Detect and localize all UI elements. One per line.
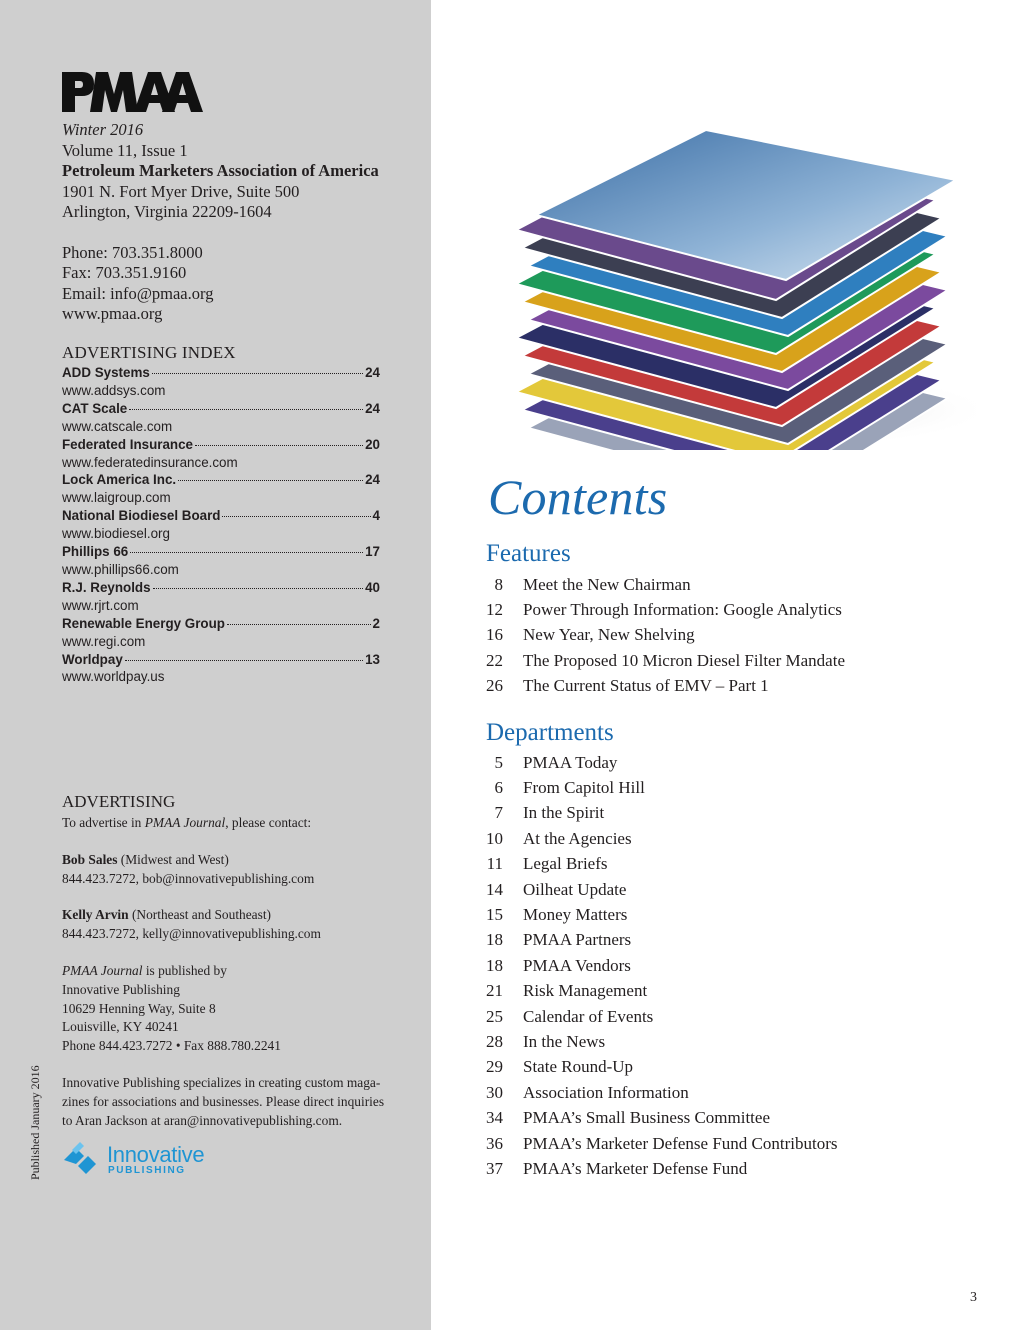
leader-dots <box>125 660 363 661</box>
publisher-line: PMAA Journal is published by <box>62 962 227 978</box>
advertising-index <box>62 364 380 686</box>
toc-title: PMAA’s Marketer Defense Fund <box>523 1158 748 1178</box>
toc-entry[interactable] <box>480 1156 900 1181</box>
toc-page-number: 5 <box>494 752 503 772</box>
toc-page-number: 15 <box>486 905 503 925</box>
advertiser-name: CAT Scale <box>62 400 128 416</box>
custom-line2: zines for associations and businesses. Please direct inquiries <box>62 1093 385 1109</box>
toc-page-number: 21 <box>486 981 503 1001</box>
advertising-body <box>62 814 422 1130</box>
toc-entry[interactable] <box>480 648 900 673</box>
toc-entry[interactable] <box>480 826 900 851</box>
advertiser-name: Worldpay <box>62 651 123 667</box>
leader-dots <box>152 373 363 374</box>
custom-line3: to Aran Jackson at aran@innovativepublishing.com. <box>62 1112 343 1128</box>
toc-title: The Proposed 10 Micron Diesel Filter Mandate <box>523 650 845 670</box>
toc-page-number: 25 <box>486 1006 503 1026</box>
toc-entry[interactable] <box>480 928 900 953</box>
features-title: Features <box>486 540 571 567</box>
toc-entry[interactable] <box>480 877 900 902</box>
advertiser-url[interactable]: www.federatedinsurance.com <box>62 454 238 470</box>
advertiser-url[interactable]: www.rjrt.com <box>62 597 139 613</box>
leader-dots <box>227 624 371 625</box>
toc-entry[interactable] <box>480 674 900 699</box>
toc-entry[interactable] <box>480 1004 900 1029</box>
leader-dots <box>195 445 363 446</box>
ad-index-row <box>62 364 380 382</box>
innovative-logo-sub: PUBLISHING <box>108 1165 186 1176</box>
contact-bob: Bob Sales (Midwest and West) <box>62 851 229 867</box>
advertising-intro: To advertise in PMAA Journal, please contact: <box>62 815 312 830</box>
toc-title: The Current Status of EMV – Part 1 <box>523 676 769 696</box>
toc-entry[interactable] <box>480 1131 900 1156</box>
advertiser-page: 40 <box>365 579 380 595</box>
advertiser-name: Phillips 66 <box>62 544 129 560</box>
ad-index-row <box>62 543 380 561</box>
toc-title: PMAA Partners <box>523 930 632 950</box>
toc-title: Money Matters <box>523 905 628 925</box>
sidebar <box>0 0 431 1330</box>
toc-title: PMAA Today <box>523 752 618 772</box>
ad-index-row <box>62 436 380 454</box>
toc-title: Meet the New Chairman <box>523 574 691 594</box>
toc-title: Power Through Information: Google Analytics <box>523 600 842 620</box>
toc-entry[interactable] <box>480 572 900 597</box>
toc-entry[interactable] <box>480 1029 900 1054</box>
toc-page-number: 26 <box>486 676 503 696</box>
toc-entry[interactable] <box>480 775 900 800</box>
published-note: Published January 2016 <box>28 1065 42 1180</box>
advertiser-page: 4 <box>372 508 380 524</box>
advertiser-url[interactable]: www.addsys.com <box>62 382 166 398</box>
advertiser-url[interactable]: www.catscale.com <box>62 418 173 434</box>
contact-bob-details: 844.423.7272, bob@innovativepublishing.com <box>62 870 315 886</box>
ad-index-row <box>62 651 380 669</box>
toc-title: Legal Briefs <box>523 854 608 874</box>
toc-page-number: 30 <box>486 1082 503 1102</box>
address-line2: Arlington, Virginia 22209-1604 <box>62 202 272 221</box>
toc-entry[interactable] <box>480 1080 900 1105</box>
toc-entry[interactable] <box>480 979 900 1004</box>
advertiser-name: ADD Systems <box>62 365 150 380</box>
contact-kelly-details: 844.423.7272, kelly@innovativepublishing.com <box>62 926 321 942</box>
toc-page-number: 34 <box>486 1108 503 1128</box>
toc-title: Risk Management <box>523 981 648 1001</box>
advertiser-name: Renewable Energy Group <box>62 615 225 631</box>
advertiser-url[interactable]: www.worldpay.us <box>62 669 165 685</box>
toc-title: New Year, New Shelving <box>523 625 695 645</box>
toc-title: At the Agencies <box>523 828 632 848</box>
advertiser-page: 20 <box>365 436 380 452</box>
advertiser-name: National Biodiesel Board <box>62 508 221 524</box>
toc-page-number: 29 <box>486 1057 503 1077</box>
publisher-address2: Louisville, KY 40241 <box>62 1019 179 1035</box>
toc-entry[interactable] <box>480 1055 900 1080</box>
toc-page-number: 8 <box>494 574 503 594</box>
toc-title: In the Spirit <box>523 803 605 823</box>
publisher-address1: 10629 Henning Way, Suite 8 <box>62 1000 216 1016</box>
toc-page-number: 28 <box>486 1031 503 1051</box>
advertiser-url[interactable]: www.laigroup.com <box>62 490 171 506</box>
phone: Phone: 703.351.8000 <box>62 242 203 262</box>
toc-title: Calendar of Events <box>523 1006 654 1026</box>
fax: Fax: 703.351.9160 <box>62 263 187 282</box>
toc-entry[interactable] <box>480 750 900 775</box>
advertiser-url[interactable]: www.phillips66.com <box>62 561 179 577</box>
departments-title: Departments <box>486 719 614 746</box>
leader-dots <box>153 588 364 589</box>
ad-index-row <box>62 471 380 489</box>
leader-dots <box>129 409 363 410</box>
toc-page-number: 11 <box>486 854 503 874</box>
toc-title: In the News <box>523 1031 606 1051</box>
toc-title: PMAA’s Marketer Defense Fund Contributors <box>523 1133 838 1153</box>
ad-index-row <box>62 579 380 597</box>
credit-cards-image <box>456 120 976 450</box>
contents-title: Contents <box>488 469 668 525</box>
ad-index-row <box>62 507 380 525</box>
address-line1: 1901 N. Fort Myer Drive, Suite 500 <box>62 181 300 201</box>
page-number: 3 <box>970 1290 977 1305</box>
issue-date: Winter 2016 <box>62 120 144 139</box>
toc-page-number: 18 <box>486 955 503 975</box>
leader-dots <box>130 552 363 553</box>
advertising-index-title: ADVERTISING INDEX <box>62 343 236 362</box>
departments-list <box>480 750 900 1182</box>
advertiser-page: 24 <box>365 365 380 380</box>
advertising-title: ADVERTISING <box>62 792 176 811</box>
email: Email: info@pmaa.org <box>62 283 214 303</box>
toc-title: PMAA’s Small Business Committee <box>523 1108 770 1128</box>
advertiser-name: R.J. Reynolds <box>62 579 151 595</box>
toc-entry[interactable] <box>480 801 900 826</box>
custom-line1: Innovative Publishing specializes in creating custom maga- <box>62 1074 381 1090</box>
toc-page-number: 10 <box>486 828 503 848</box>
toc-page-number: 12 <box>486 600 503 620</box>
ad-index-row <box>62 400 380 418</box>
website: www.pmaa.org <box>62 304 163 323</box>
advertiser-page: 24 <box>365 400 380 416</box>
advertiser-name: Lock America Inc. <box>62 472 177 488</box>
toc-page-number: 37 <box>486 1158 503 1178</box>
publisher-name: Innovative Publishing <box>62 981 180 997</box>
masthead <box>62 120 422 325</box>
leader-dots <box>178 480 363 481</box>
volume: Volume 11, Issue 1 <box>62 140 188 160</box>
toc-page-number: 16 <box>486 625 503 645</box>
advertiser-url[interactable]: www.regi.com <box>62 633 146 649</box>
toc-title: From Capitol Hill <box>523 778 645 798</box>
features-list <box>480 572 900 699</box>
toc-entry[interactable] <box>480 597 900 622</box>
leader-dots <box>222 516 370 517</box>
toc-entry[interactable] <box>480 1105 900 1130</box>
toc-title: Association Information <box>523 1082 689 1102</box>
toc-entry[interactable] <box>480 953 900 978</box>
toc-title: State Round-Up <box>523 1057 634 1077</box>
toc-page-number: 6 <box>494 778 503 798</box>
publisher-phone: Phone 844.423.7272 • Fax 888.780.2241 <box>62 1038 281 1054</box>
toc-page-number: 22 <box>486 650 503 670</box>
advertiser-page: 24 <box>365 472 380 488</box>
toc-page-number: 36 <box>486 1133 503 1153</box>
advertiser-page: 17 <box>365 544 380 560</box>
toc-title: Oilheat Update <box>523 879 627 899</box>
ad-index-row <box>62 615 380 633</box>
toc-page-number: 7 <box>494 803 503 823</box>
innovative-logo-name: Innovative <box>107 1142 205 1167</box>
advertiser-name: Federated Insurance <box>62 436 193 452</box>
toc-page-number: 18 <box>486 930 503 950</box>
toc-page-number: 14 <box>486 879 503 899</box>
toc-entry[interactable] <box>480 902 900 927</box>
toc-title: PMAA Vendors <box>523 955 631 975</box>
organization-name: Petroleum Marketers Association of America <box>62 161 379 180</box>
toc-entry[interactable] <box>480 623 900 648</box>
advertiser-page: 13 <box>365 651 380 667</box>
pmaa-logo <box>62 68 204 114</box>
contact-kelly: Kelly Arvin (Northeast and Southeast) <box>62 907 272 923</box>
toc-entry[interactable] <box>480 852 900 877</box>
advertiser-url[interactable]: www.biodiesel.org <box>62 526 170 542</box>
advertiser-page: 2 <box>372 615 380 631</box>
